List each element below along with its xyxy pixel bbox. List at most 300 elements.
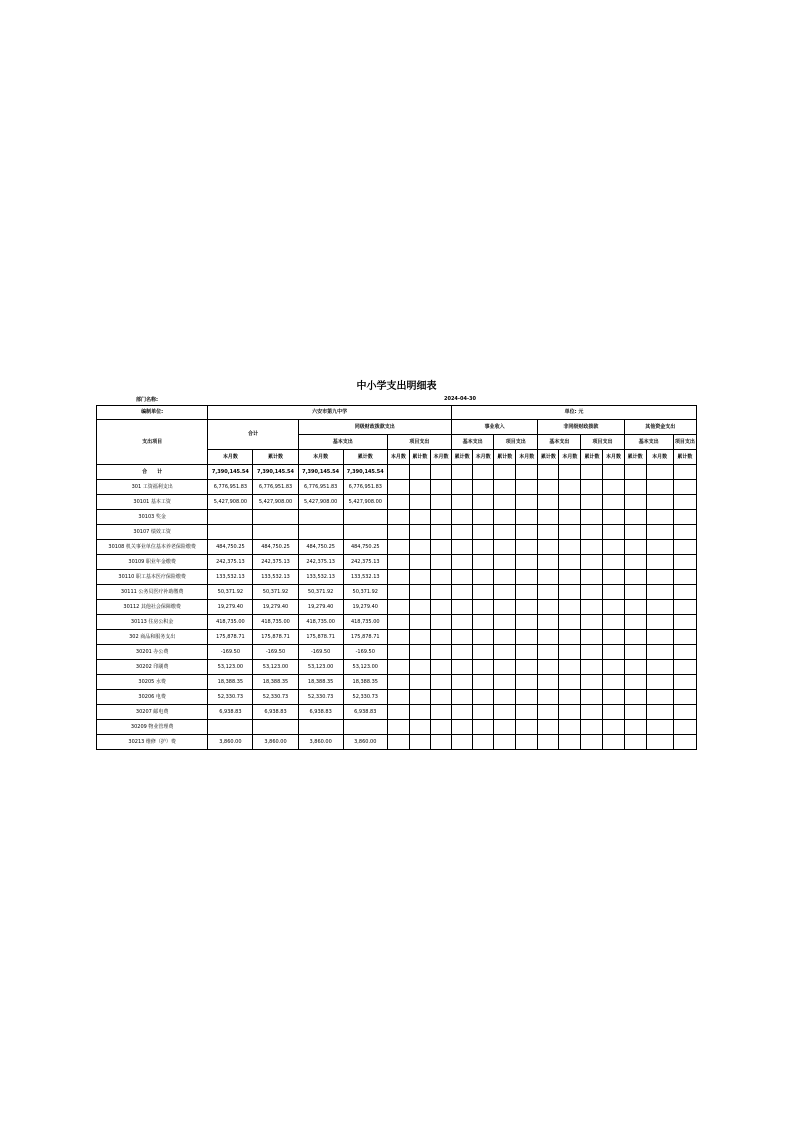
cell-empty xyxy=(430,465,451,480)
cell-empty xyxy=(409,705,430,720)
table-row xyxy=(97,660,697,675)
cell-value: 175,878.71 xyxy=(253,630,298,645)
table-row xyxy=(97,645,697,660)
cell-empty xyxy=(387,480,409,495)
cell-empty xyxy=(430,510,451,525)
cell-empty xyxy=(559,600,581,615)
cell-empty xyxy=(646,510,673,525)
cell-empty xyxy=(430,675,451,690)
table-row xyxy=(97,480,697,495)
cell-empty xyxy=(387,690,409,705)
cell-empty xyxy=(538,525,559,540)
cell-empty xyxy=(494,690,516,705)
cell-empty xyxy=(409,525,430,540)
cell-empty xyxy=(516,690,538,705)
header-basic: 基本支出 xyxy=(452,435,494,450)
cell-empty xyxy=(452,645,473,660)
cell-value xyxy=(208,510,253,525)
cell-value xyxy=(208,525,253,540)
cell-empty xyxy=(494,600,516,615)
cell-empty xyxy=(603,510,624,525)
cell-empty xyxy=(673,705,696,720)
cell-empty xyxy=(559,555,581,570)
cell-empty xyxy=(409,540,430,555)
header-other: 其他资金支出 xyxy=(624,420,696,435)
cell-empty xyxy=(538,630,559,645)
cell-empty xyxy=(646,465,673,480)
table-row xyxy=(97,675,697,690)
cell-empty xyxy=(409,465,430,480)
cell-empty xyxy=(603,480,624,495)
cell-value xyxy=(253,720,298,735)
cell-empty xyxy=(559,690,581,705)
cell-empty xyxy=(494,645,516,660)
cell-empty xyxy=(538,510,559,525)
row-name: 30113 住房公积金 xyxy=(97,615,208,630)
cell-empty xyxy=(538,720,559,735)
cell-empty xyxy=(430,480,451,495)
cell-empty xyxy=(538,735,559,750)
cell-empty xyxy=(603,720,624,735)
cell-value xyxy=(343,720,387,735)
cell-empty xyxy=(559,705,581,720)
header-cum: 累计数 xyxy=(452,450,473,465)
header-month: 本月数 xyxy=(208,450,253,465)
cell-empty xyxy=(409,615,430,630)
cell-empty xyxy=(673,465,696,480)
header-month: 本月数 xyxy=(298,450,343,465)
cell-empty xyxy=(646,705,673,720)
cell-empty xyxy=(581,645,603,660)
cell-empty xyxy=(559,630,581,645)
table-row xyxy=(97,510,697,525)
cell-empty xyxy=(494,480,516,495)
cell-value: 52,330.73 xyxy=(298,690,343,705)
cell-value xyxy=(253,525,298,540)
cell-empty xyxy=(559,480,581,495)
cell-empty xyxy=(452,735,473,750)
cell-empty xyxy=(603,675,624,690)
header-basic: 基本支出 xyxy=(624,435,673,450)
cell-empty xyxy=(473,525,494,540)
unit-label: 单位: 元 xyxy=(452,406,697,420)
cell-empty xyxy=(409,720,430,735)
cell-empty xyxy=(559,645,581,660)
cell-empty xyxy=(538,645,559,660)
cell-value: 6,938.83 xyxy=(208,705,253,720)
cell-empty xyxy=(409,555,430,570)
cell-value: 6,776,951.83 xyxy=(253,480,298,495)
cell-empty xyxy=(624,705,646,720)
cell-empty xyxy=(673,615,696,630)
header-project: 项目支出 xyxy=(494,435,538,450)
row-name: 301 工资福利支出 xyxy=(97,480,208,495)
cell-empty xyxy=(516,720,538,735)
cell-empty xyxy=(473,600,494,615)
cell-empty xyxy=(473,540,494,555)
cell-empty xyxy=(581,600,603,615)
header-month: 本月数 xyxy=(646,450,673,465)
cell-empty xyxy=(624,465,646,480)
cell-empty xyxy=(430,525,451,540)
cell-empty xyxy=(494,495,516,510)
cell-empty xyxy=(452,615,473,630)
table-row xyxy=(97,615,697,630)
header-month: 本月数 xyxy=(473,450,494,465)
cell-empty xyxy=(581,675,603,690)
cell-empty xyxy=(603,555,624,570)
cell-empty xyxy=(473,570,494,585)
cell-empty xyxy=(559,510,581,525)
cell-empty xyxy=(559,540,581,555)
cell-empty xyxy=(494,540,516,555)
cell-empty xyxy=(387,555,409,570)
cell-value: 418,735.00 xyxy=(298,615,343,630)
cell-empty xyxy=(494,630,516,645)
cell-empty xyxy=(646,720,673,735)
cell-empty xyxy=(646,630,673,645)
cell-value: 133,532.13 xyxy=(253,570,298,585)
cell-empty xyxy=(430,555,451,570)
cell-empty xyxy=(646,540,673,555)
table-row xyxy=(97,540,697,555)
cell-empty xyxy=(494,660,516,675)
cell-empty xyxy=(646,495,673,510)
cell-empty xyxy=(452,540,473,555)
cell-empty xyxy=(516,735,538,750)
cell-empty xyxy=(559,525,581,540)
header-basic: 基本支出 xyxy=(298,435,387,450)
cell-value: 7,390,145.54 xyxy=(253,465,298,480)
row-name: 30103 奖金 xyxy=(97,510,208,525)
cell-empty xyxy=(494,735,516,750)
cell-empty xyxy=(603,690,624,705)
cell-empty xyxy=(646,525,673,540)
cell-value: 18,388.35 xyxy=(208,675,253,690)
cell-empty xyxy=(603,570,624,585)
cell-empty xyxy=(624,735,646,750)
cell-value: 18,388.35 xyxy=(298,675,343,690)
cell-empty xyxy=(409,600,430,615)
cell-empty xyxy=(581,630,603,645)
cell-value: 50,371.92 xyxy=(253,585,298,600)
cell-value: 175,878.71 xyxy=(343,630,387,645)
cell-empty xyxy=(538,660,559,675)
cell-empty xyxy=(624,630,646,645)
header-month: 本月数 xyxy=(430,450,451,465)
cell-empty xyxy=(538,705,559,720)
table-row xyxy=(97,735,697,750)
cell-empty xyxy=(581,510,603,525)
cell-empty xyxy=(387,495,409,510)
cell-value: 7,390,145.54 xyxy=(298,465,343,480)
cell-empty xyxy=(452,555,473,570)
cell-empty xyxy=(624,585,646,600)
cell-empty xyxy=(516,660,538,675)
report-date: 2024-04-30 xyxy=(444,396,476,402)
cell-empty xyxy=(603,735,624,750)
cell-empty xyxy=(473,720,494,735)
cell-empty xyxy=(646,675,673,690)
header-total: 合计 xyxy=(208,420,298,450)
cell-empty xyxy=(494,465,516,480)
cell-empty xyxy=(430,705,451,720)
cell-value: 242,375.13 xyxy=(208,555,253,570)
cell-empty xyxy=(387,600,409,615)
cell-empty xyxy=(624,570,646,585)
cell-empty xyxy=(409,660,430,675)
cell-empty xyxy=(646,480,673,495)
cell-empty xyxy=(581,660,603,675)
cell-empty xyxy=(624,495,646,510)
cell-value: 19,279.40 xyxy=(253,600,298,615)
cell-empty xyxy=(624,480,646,495)
cell-empty xyxy=(452,630,473,645)
cell-empty xyxy=(673,630,696,645)
cell-value: 133,532.13 xyxy=(298,570,343,585)
cell-value: 6,938.83 xyxy=(253,705,298,720)
cell-empty xyxy=(538,615,559,630)
header-cum: 累计数 xyxy=(673,450,696,465)
cell-empty xyxy=(559,495,581,510)
row-name: 30205 水费 xyxy=(97,675,208,690)
cell-empty xyxy=(538,585,559,600)
cell-empty xyxy=(581,555,603,570)
cell-empty xyxy=(516,600,538,615)
cell-empty xyxy=(494,570,516,585)
org-label: 编制单位: xyxy=(97,406,208,420)
row-name: 30101 基本工资 xyxy=(97,495,208,510)
cell-empty xyxy=(452,720,473,735)
cell-empty xyxy=(581,480,603,495)
cell-empty xyxy=(603,630,624,645)
cell-empty xyxy=(430,720,451,735)
cell-empty xyxy=(581,615,603,630)
cell-empty xyxy=(452,585,473,600)
cell-empty xyxy=(473,555,494,570)
row-name: 30207 邮电费 xyxy=(97,705,208,720)
row-name: 30108 机关事业单位基本养老保险缴费 xyxy=(97,540,208,555)
cell-empty xyxy=(673,540,696,555)
cell-empty xyxy=(516,645,538,660)
header-cum: 累计数 xyxy=(494,450,516,465)
cell-empty xyxy=(646,690,673,705)
cell-empty xyxy=(673,735,696,750)
cell-empty xyxy=(452,675,473,690)
cell-empty xyxy=(646,600,673,615)
cell-empty xyxy=(559,735,581,750)
cell-value: 418,735.00 xyxy=(208,615,253,630)
cell-empty xyxy=(430,600,451,615)
cell-empty xyxy=(603,540,624,555)
cell-empty xyxy=(494,720,516,735)
header-cum: 累计数 xyxy=(624,450,646,465)
cell-empty xyxy=(494,555,516,570)
cell-value: 5,427,908.00 xyxy=(208,495,253,510)
cell-value: 418,735.00 xyxy=(343,615,387,630)
cell-empty xyxy=(409,570,430,585)
cell-empty xyxy=(516,465,538,480)
cell-value: 484,750.25 xyxy=(343,540,387,555)
cell-empty xyxy=(624,645,646,660)
cell-empty xyxy=(387,660,409,675)
cell-empty xyxy=(624,600,646,615)
cell-empty xyxy=(673,480,696,495)
cell-empty xyxy=(409,645,430,660)
cell-empty xyxy=(538,555,559,570)
cell-value: 3,860.00 xyxy=(298,735,343,750)
cell-empty xyxy=(430,735,451,750)
row-name: 合 计 xyxy=(97,465,208,480)
cell-empty xyxy=(673,555,696,570)
cell-empty xyxy=(409,630,430,645)
cell-empty xyxy=(473,615,494,630)
cell-empty xyxy=(409,510,430,525)
cell-empty xyxy=(387,705,409,720)
cell-value: -169.50 xyxy=(298,645,343,660)
table-row xyxy=(97,525,697,540)
cell-value xyxy=(298,510,343,525)
cell-empty xyxy=(473,465,494,480)
cell-empty xyxy=(430,660,451,675)
row-name: 30110 职工基本医疗保险缴费 xyxy=(97,570,208,585)
cell-empty xyxy=(673,600,696,615)
row-name: 30202 印刷费 xyxy=(97,660,208,675)
cell-value: 242,375.13 xyxy=(298,555,343,570)
cell-value: 484,750.25 xyxy=(253,540,298,555)
cell-empty xyxy=(646,555,673,570)
cell-empty xyxy=(494,675,516,690)
cell-empty xyxy=(673,585,696,600)
cell-empty xyxy=(387,630,409,645)
table-row xyxy=(97,720,697,735)
table-row xyxy=(97,570,697,585)
cell-value: 3,860.00 xyxy=(253,735,298,750)
cell-empty xyxy=(430,540,451,555)
header-project: 项目支出 xyxy=(673,435,696,450)
cell-empty xyxy=(673,645,696,660)
cell-value: 6,776,951.83 xyxy=(343,480,387,495)
cell-empty xyxy=(603,705,624,720)
cell-value xyxy=(343,510,387,525)
cell-empty xyxy=(387,735,409,750)
cell-value: 3,860.00 xyxy=(208,735,253,750)
cell-empty xyxy=(581,690,603,705)
cell-empty xyxy=(581,720,603,735)
cell-empty xyxy=(624,720,646,735)
cell-empty xyxy=(624,660,646,675)
cell-empty xyxy=(673,525,696,540)
cell-value: 53,123.00 xyxy=(298,660,343,675)
cell-empty xyxy=(559,720,581,735)
cell-empty xyxy=(673,495,696,510)
cell-empty xyxy=(494,615,516,630)
cell-value: 52,330.73 xyxy=(343,690,387,705)
org-name: 六安市第九中学 xyxy=(208,406,452,420)
cell-empty xyxy=(516,495,538,510)
cell-empty xyxy=(516,525,538,540)
cell-empty xyxy=(387,675,409,690)
cell-empty xyxy=(452,510,473,525)
cell-empty xyxy=(452,690,473,705)
header-cum: 累计数 xyxy=(538,450,559,465)
cell-value: 53,123.00 xyxy=(343,660,387,675)
cell-value: 6,776,951.83 xyxy=(298,480,343,495)
cell-value: -169.50 xyxy=(253,645,298,660)
cell-value: 53,123.00 xyxy=(253,660,298,675)
cell-empty xyxy=(516,555,538,570)
cell-empty xyxy=(581,570,603,585)
cell-value: 6,938.83 xyxy=(298,705,343,720)
cell-empty xyxy=(387,525,409,540)
cell-value: 7,390,145.54 xyxy=(208,465,253,480)
cell-empty xyxy=(516,585,538,600)
cell-empty xyxy=(516,480,538,495)
cell-empty xyxy=(559,585,581,600)
row-name: 30109 职业年金缴费 xyxy=(97,555,208,570)
header-cum: 累计数 xyxy=(581,450,603,465)
row-name: 30213 维修（护）费 xyxy=(97,735,208,750)
cell-empty xyxy=(409,675,430,690)
cell-empty xyxy=(559,615,581,630)
cell-value: 5,427,908.00 xyxy=(298,495,343,510)
cell-empty xyxy=(538,465,559,480)
cell-empty xyxy=(387,615,409,630)
cell-empty xyxy=(559,660,581,675)
cell-value: 484,750.25 xyxy=(298,540,343,555)
cell-empty xyxy=(603,495,624,510)
cell-empty xyxy=(430,495,451,510)
cell-empty xyxy=(430,570,451,585)
page-title: 中小学支出明细表 xyxy=(356,381,437,392)
cell-empty xyxy=(581,465,603,480)
cell-empty xyxy=(538,690,559,705)
header-non-same: 非同级财政拨款 xyxy=(538,420,624,435)
cell-empty xyxy=(430,690,451,705)
cell-value: 52,330.73 xyxy=(208,690,253,705)
cell-value: 5,427,908.00 xyxy=(343,495,387,510)
cell-empty xyxy=(624,540,646,555)
header-project: 项目支出 xyxy=(387,435,451,450)
header-month: 本月数 xyxy=(603,450,624,465)
cell-empty xyxy=(646,735,673,750)
cell-empty xyxy=(430,615,451,630)
header-month: 本月数 xyxy=(559,450,581,465)
cell-value: 242,375.13 xyxy=(343,555,387,570)
cell-empty xyxy=(473,480,494,495)
cell-empty xyxy=(646,645,673,660)
cell-value: 6,938.83 xyxy=(343,705,387,720)
cell-empty xyxy=(452,465,473,480)
header-business: 事业收入 xyxy=(452,420,538,435)
cell-empty xyxy=(387,465,409,480)
cell-empty xyxy=(646,570,673,585)
cell-empty xyxy=(538,675,559,690)
table-row xyxy=(97,555,697,570)
cell-empty xyxy=(516,705,538,720)
cell-value: 6,776,951.83 xyxy=(208,480,253,495)
cell-value xyxy=(253,510,298,525)
cell-value: 175,878.71 xyxy=(208,630,253,645)
cell-empty xyxy=(559,465,581,480)
cell-empty xyxy=(624,525,646,540)
cell-empty xyxy=(452,495,473,510)
dept-label: 部门名称: xyxy=(136,397,158,403)
cell-value: 50,371.92 xyxy=(298,585,343,600)
table-row xyxy=(97,495,697,510)
cell-empty xyxy=(473,630,494,645)
cell-value: 19,279.40 xyxy=(343,600,387,615)
